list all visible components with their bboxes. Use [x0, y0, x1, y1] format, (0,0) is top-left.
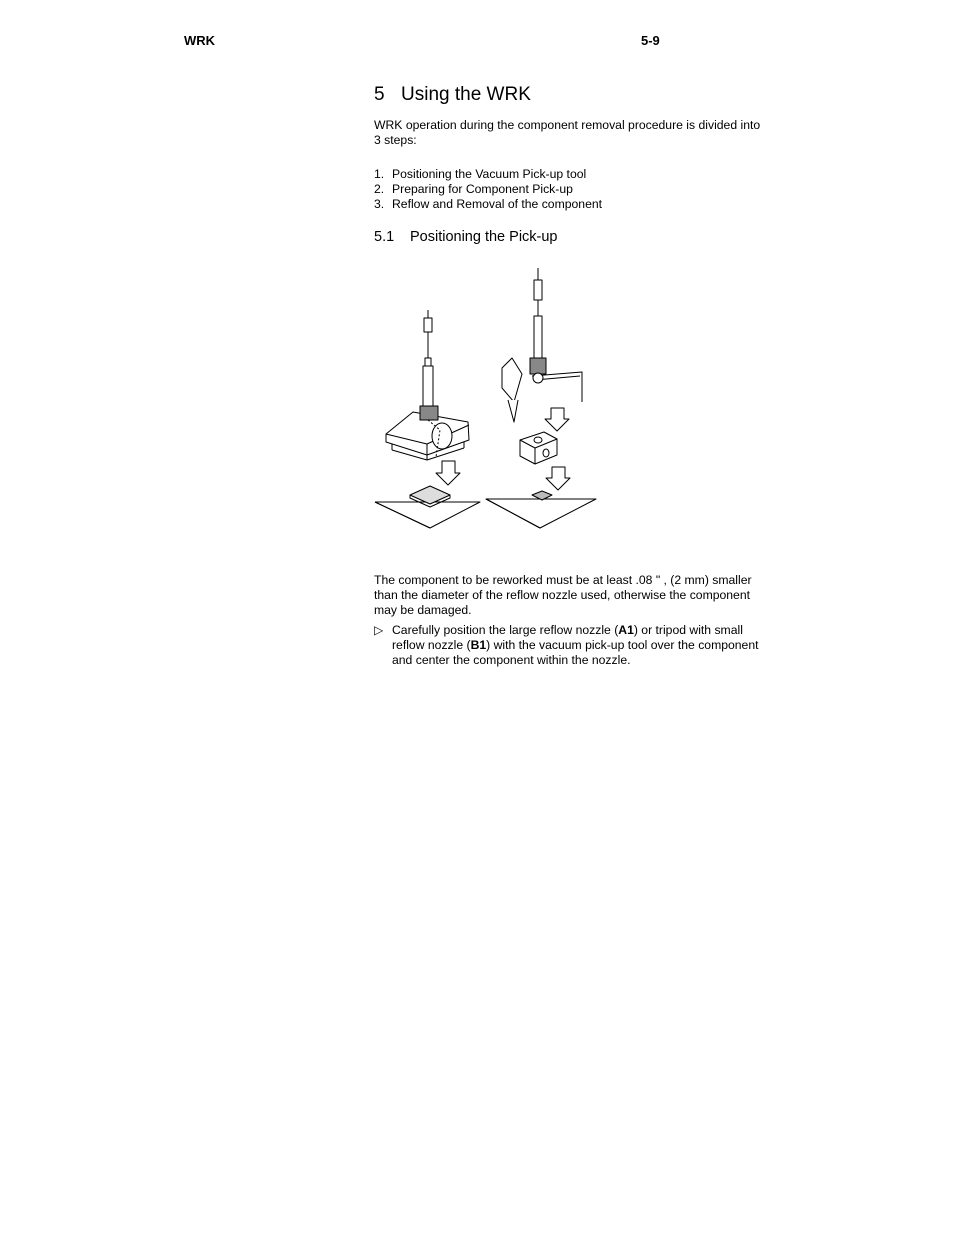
subsection-number: 5.1 [374, 229, 395, 245]
list-item: 2. Preparing for Component Pick-up [374, 182, 573, 196]
code-b1: B1 [470, 638, 487, 652]
page-number: 5-9 [641, 33, 660, 48]
large-nozzle-figure [375, 310, 480, 528]
intro-paragraph: WRK operation during the component removal procedure is divided into 3 steps: [374, 118, 761, 147]
list-item: 1. Positioning the Vacuum Pick-up tool [374, 167, 587, 181]
subsection-title: Positioning the Pick-up [410, 229, 558, 245]
header-left: WRK [184, 33, 216, 48]
subsection-heading [374, 229, 558, 245]
instruction-bullet [374, 623, 764, 668]
pickup-illustration [372, 262, 604, 532]
instruction-text: Carefully position the large reflow nozzle (A1) or tripod with small reflow nozzle (B1) with the vacuum pick-up tool over the component and center the component within the nozzle. [392, 623, 759, 667]
tripod-figure [486, 268, 596, 528]
section-title: Using the WRK [401, 84, 531, 105]
note-paragraph: The component to be reworked must be at least .08 " , (2 mm) smaller than the diameter of the reflow nozzle used, otherwise the component may be damaged. [374, 573, 752, 617]
steps-list [374, 167, 602, 212]
section-number: 5 [374, 84, 385, 105]
list-item: 3. Reflow and Removal of the component [374, 197, 603, 211]
code-a1: A1 [618, 623, 634, 637]
triangle-bullet-icon: ▷ [374, 623, 384, 637]
section-heading [374, 84, 531, 106]
